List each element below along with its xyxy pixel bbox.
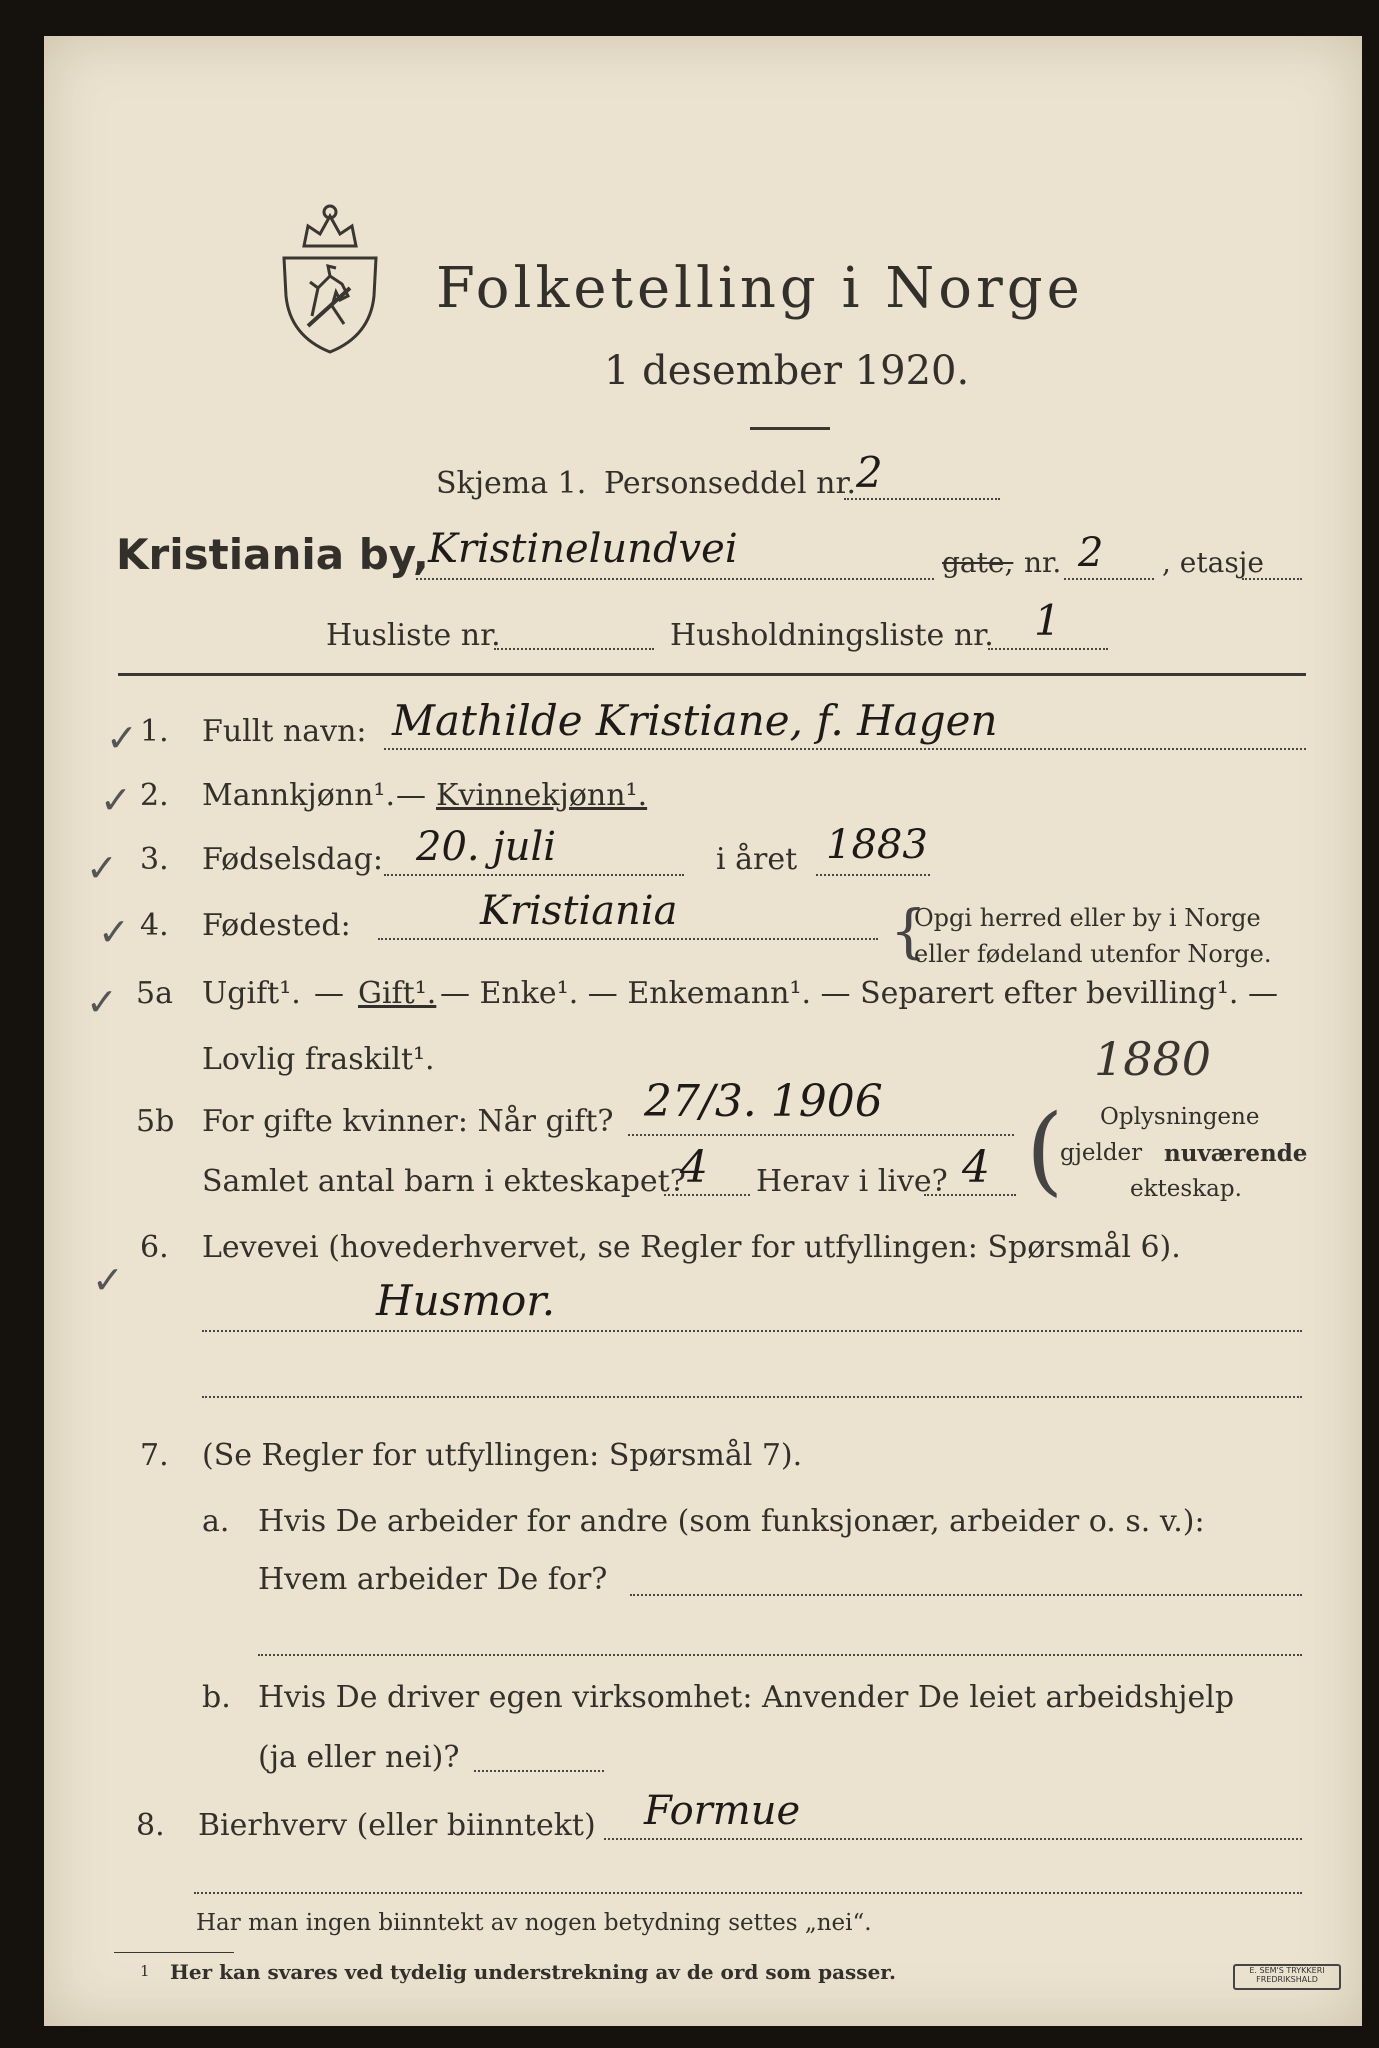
- q7a-letter: a.: [202, 1504, 230, 1539]
- birth-year-line: [816, 874, 930, 876]
- marriage-date-value[interactable]: 27/3. 1906: [644, 1076, 883, 1127]
- q1-number: 1.: [140, 714, 169, 749]
- margin-check-icon: ✓: [92, 1258, 124, 1302]
- q7a-text: Hvis De arbeider for andre (som funksjonær, arbeider o. s. v.):: [258, 1504, 1205, 1539]
- header-divider: [118, 673, 1306, 676]
- q7-label: (Se Regler for utfyllingen: Spørsmål 7).: [202, 1438, 803, 1473]
- alive-count-value[interactable]: 4: [962, 1142, 990, 1193]
- alive-label: Herav i live?: [756, 1164, 948, 1199]
- q3-number: 3.: [140, 842, 169, 877]
- q5b-note-line3: ekteskap.: [1130, 1176, 1242, 1202]
- q7-number: 7.: [140, 1438, 169, 1473]
- census-form-sheet: [44, 36, 1362, 2026]
- children-count-value[interactable]: 4: [680, 1142, 708, 1193]
- option-mannkjonn[interactable]: Mannkjønn¹.: [202, 778, 395, 813]
- skjema-label: Skjema 1.: [436, 466, 587, 501]
- hired-help-line: [474, 1770, 604, 1772]
- full-name-value[interactable]: Mathilde Kristiane, f. Hagen: [392, 696, 998, 745]
- occupation-line-2: [202, 1396, 1302, 1398]
- q7a-question: Hvem arbeider De for?: [258, 1562, 608, 1597]
- option-ugift[interactable]: Ugift¹.: [202, 976, 301, 1011]
- children-count-line: [664, 1194, 750, 1196]
- birthplace-value[interactable]: Kristiania: [480, 888, 678, 934]
- secondary-income-line-2: [194, 1892, 1302, 1894]
- option-lovlig-fraskilt[interactable]: Lovlig fraskilt¹.: [202, 1042, 435, 1077]
- personseddel-line: [844, 498, 1000, 500]
- option-gift-selected[interactable]: Gift¹.: [358, 976, 437, 1011]
- birthdate-line: [384, 874, 684, 876]
- q4-note-line1: Opgi herred eller by i Norge: [914, 904, 1261, 932]
- nr-label: nr.: [1024, 546, 1062, 579]
- q5b-label: For gifte kvinner: Når gift?: [202, 1104, 614, 1139]
- q6-number: 6.: [140, 1230, 169, 1265]
- norwegian-coat-of-arms-icon: [274, 196, 386, 356]
- husholdning-line: [988, 648, 1108, 650]
- q5b-note-line2b: nuværende: [1164, 1140, 1308, 1167]
- nr-value[interactable]: 2: [1078, 530, 1104, 576]
- birthplace-line: [378, 938, 878, 940]
- margin-check-icon: ✓: [98, 910, 130, 954]
- q4-label: Fødested:: [202, 908, 351, 943]
- margin-check-icon: ✓: [86, 846, 118, 890]
- margin-check-icon: ✓: [106, 716, 138, 760]
- margin-check-icon: ✓: [100, 778, 132, 822]
- form-title: Folketelling i Norge: [436, 256, 1084, 321]
- birth-year-value[interactable]: 1883: [826, 822, 928, 868]
- secondary-income-line-1: [604, 1838, 1302, 1840]
- street-line: [416, 578, 934, 580]
- city-label: Kristiania by,: [116, 530, 429, 579]
- children-label: Samlet antal barn i ekteskapet?: [202, 1164, 686, 1199]
- street-value[interactable]: Kristinelundvei: [428, 526, 738, 572]
- etasje-line: [1242, 578, 1302, 580]
- gate-label: gate,: [942, 546, 1014, 579]
- q5a-separator: —: [314, 976, 344, 1011]
- q8-number: 8.: [136, 1808, 165, 1843]
- q2-separator: —: [396, 778, 426, 813]
- secondary-income-value[interactable]: Formue: [644, 1788, 801, 1834]
- personseddel-label: Personseddel nr.: [604, 466, 857, 501]
- q7b-letter: b.: [202, 1680, 231, 1715]
- footnote-text: Her kan svares ved tydelig understrekning av de ord som passer.: [170, 1960, 896, 1984]
- q6-label: Levevei (hovederhvervet, se Regler for utfyllingen: Spørsmål 6).: [202, 1230, 1181, 1265]
- q3-label: Fødselsdag:: [202, 842, 383, 877]
- q7b-text: Hvis De driver egen virksomhet: Anvender De leiet arbeidshjelp: [258, 1680, 1235, 1715]
- margin-check-icon: ✓: [86, 980, 118, 1024]
- q4-note-line2: eller fødeland utenfor Norge.: [914, 940, 1272, 968]
- footnote-rule: [114, 1952, 234, 1953]
- q7b-question: (ja eller nei)?: [258, 1740, 460, 1775]
- q5a-number: 5a: [136, 976, 173, 1011]
- printer-stamp: E. SEM'S TRYKKERI FREDRIKSHALD: [1233, 1964, 1341, 1990]
- footer-note: Har man ingen biinntekt av nogen betydning settes „nei“.: [196, 1910, 872, 1936]
- census-date: 1 desember 1920.: [604, 348, 970, 394]
- alive-count-line: [924, 1194, 1016, 1196]
- q4-number: 4.: [140, 908, 169, 943]
- q4-note-bracket: {: [890, 897, 927, 965]
- nr-line: [1064, 578, 1154, 580]
- occupation-line-1: [202, 1330, 1302, 1332]
- q5b-number: 5b: [136, 1104, 175, 1139]
- full-name-line: [384, 748, 1306, 750]
- q5a-other-options[interactable]: — Enke¹. — Enkemann¹. — Separert efter bevilling¹. —: [440, 976, 1278, 1011]
- marriage-date-line: [628, 1134, 1014, 1136]
- husliste-line: [494, 648, 654, 650]
- q8-label: Bierhverv (eller biinntekt): [198, 1808, 596, 1843]
- q1-label: Fullt navn:: [202, 714, 367, 749]
- husliste-label: Husliste nr.: [326, 618, 501, 653]
- birthdate-value[interactable]: 20. juli: [416, 824, 557, 870]
- husholdning-label: Husholdningsliste nr.: [670, 618, 994, 653]
- q5b-note-bracket: (: [1026, 1094, 1064, 1206]
- option-kvinnekjonn-selected[interactable]: Kvinnekjønn¹.: [436, 778, 648, 813]
- husholdning-value[interactable]: 1: [1034, 596, 1061, 645]
- year-label: i året: [716, 842, 798, 877]
- q5b-note-line2a: gjelder: [1060, 1140, 1143, 1166]
- title-divider: [750, 427, 830, 430]
- employer-line-2: [258, 1654, 1302, 1656]
- etasje-label: , etasje: [1162, 546, 1264, 579]
- footnote-mark: 1: [140, 1962, 150, 1980]
- employer-line-1: [630, 1594, 1302, 1596]
- personseddel-value[interactable]: 2: [856, 448, 883, 497]
- q5b-note-line1: Oplysningene: [1100, 1104, 1260, 1130]
- q2-number: 2.: [140, 778, 169, 813]
- occupation-value[interactable]: Husmor.: [376, 1276, 556, 1325]
- margin-year-annotation: 1880: [1094, 1032, 1212, 1086]
